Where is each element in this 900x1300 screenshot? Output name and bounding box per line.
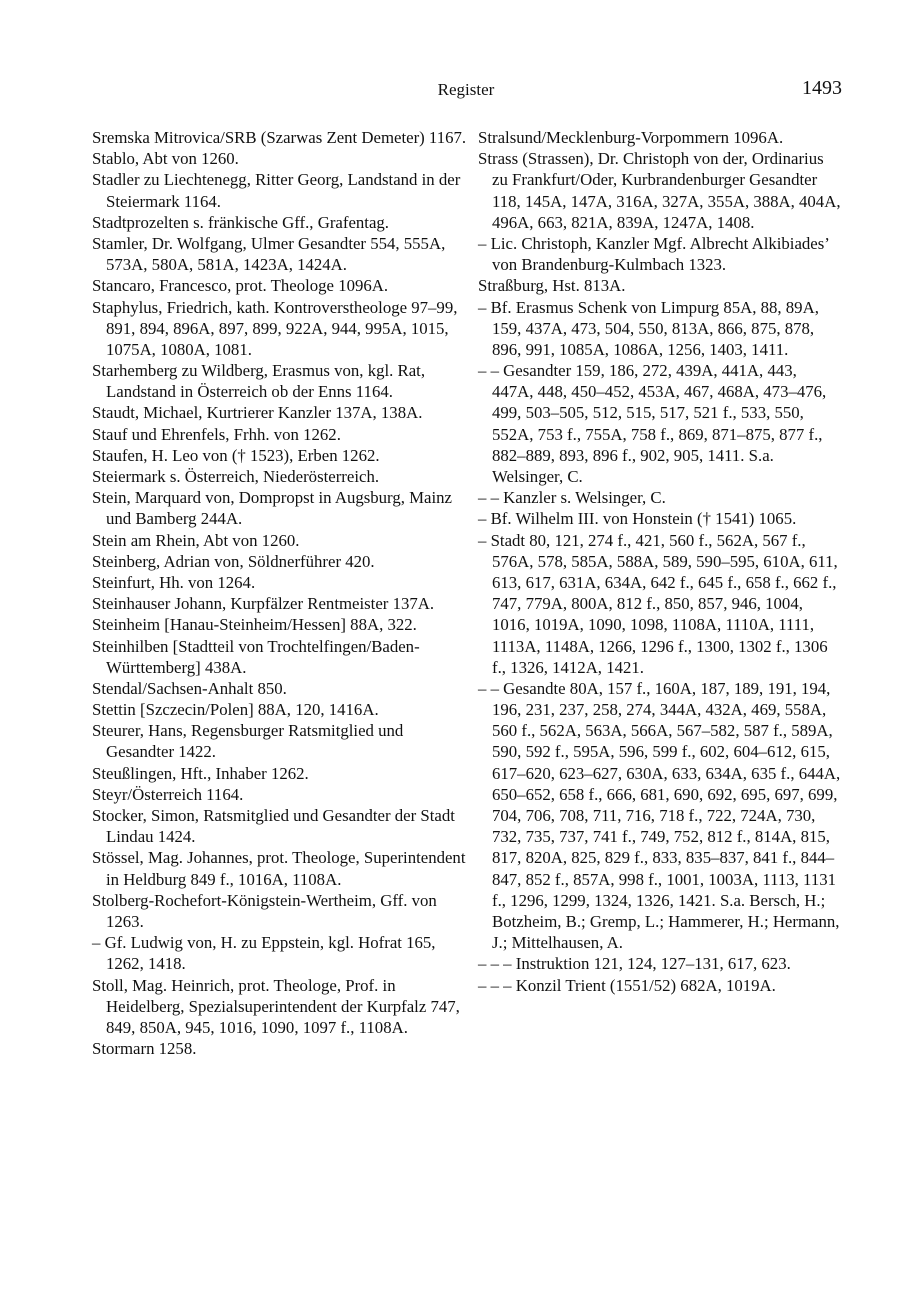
index-entry: – – – Konzil Trient (1551/52) 682A, 1019A. [478, 975, 776, 995]
index-entry: Stralsund/Mecklenburg-Vorpommern 1096A. [478, 128, 784, 147]
index-entry: Staphylus, Friedrich, kath. Kontroverstheologe 97–99, 891, 894, 896A, 897, 899, 922A, 944, 995A, 1015, 1075A, 1080A, 1081. [92, 297, 458, 359]
index-entry: Steurer, Hans, Regensburger Ratsmitglied und Gesandter 1422. [92, 721, 404, 762]
index-entry: Steinhilben [Stadtteil von Trochtelfingen/Baden-Württemberg] 438A. [92, 636, 420, 677]
index-entry: – – Kanzler s. Welsinger, C. [478, 488, 666, 508]
index-column-right [478, 127, 842, 996]
index-entry: Steinheim [Hanau-Steinheim/Hessen] 88A, 322. [92, 615, 417, 635]
index-entry: – – Gesandter 159, 186, 272, 439A, 441A, 443, 447A, 448, 450–452, 453A, 467, 468A, 473–476, 499, 503–505, 512, 515, 517, 521 f., 533, 550, 552A, 753 f., 755A, 758 f., 869, 871–875, 877 f., 882–889, 893, 896 f., 902, 905, 1411. S.a. Welsinger, C. [478, 361, 827, 486]
index-entry: Stamler, Dr. Wolfgang, Ulmer Gesandter 554, 555A, 573A, 580A, 581A, 1423A, 1424A. [92, 233, 446, 275]
index-entry: – Gf. Ludwig von, H. zu Eppstein, kgl. Hofrat 165, 1262, 1418. [92, 933, 436, 974]
index-column-left [92, 127, 467, 1059]
index-entry: Staufen, H. Leo von († 1523), Erben 1262. [92, 445, 380, 465]
running-head [90, 77, 842, 104]
index-entry: Stolberg-Rochefort-Königstein-Wertheim, Gff. von 1263. [92, 890, 437, 931]
index-entry: – Lic. Christoph, Kanzler Mgf. Albrecht Alkibiades’ von Brandenburg-Kulmbach 1323. [478, 233, 829, 275]
index-entry: Stocker, Simon, Ratsmitglied und Gesandter der Stadt Lindau 1424. [92, 806, 455, 847]
index-entry: Strass (Strassen), Dr. Christoph von der, Ordinarius zu Frankfurt/Oder, Kurbrandenburger Gesandter 118, 145A, 147A, 316A, 327A, 355A, 388A, 404A, 496A, 663, 821A, 839A, 1247A, 1408. [478, 149, 841, 232]
index-entry: Sremska Mitrovica/SRB (Szarwas Zent Demeter) 1167. [92, 128, 467, 147]
index-entry: Stössel, Mag. Johannes, prot. Theologe, Superintendent in Heldburg 849 f., 1016A, 1108A. [92, 848, 466, 889]
index-entry: Steyr/Österreich 1164. [92, 784, 244, 804]
page-number: 1493 [802, 77, 842, 99]
index-entry: Stendal/Sachsen-Anhalt 850. [92, 678, 287, 698]
index-entry: – Stadt 80, 121, 274 f., 421, 560 f., 562A, 567 f., 576A, 578, 585A, 588A, 589, 590–595, 610A, 611, 613, 617, 631A, 634A, 642 f., 645 f., 658 f., 662 f., 747, 779A, 800A, 812 f., 850, 857, 946, 1004, 1016, 1019A, 1090, 1098, 1108A, 1110A, 1111, 1113A, 1148A, 1266, 1296 f., 1300, 1302 f., 1306 f., 1326, 1412A, 1421. [478, 530, 838, 677]
index-entry: Stein am Rhein, Abt von 1260. [92, 530, 300, 550]
index-entry: – – Gesandte 80A, 157 f., 160A, 187, 189, 191, 194, 196, 231, 237, 258, 274, 344A, 432A, 469, 558A, 560 f., 562A, 563A, 566A, 567–582, 587 f., 589A, 590, 592 f., 595A, 596, 599 f., 602, 604–612, 615, 617–620, 623–627, 630A, 633, 634A, 635 f., 644A, 650–652, 658 f., 666, 681, 690, 692, 695, 697, 699, 704, 706, 708, 711, 716, 718 f., 722, 724A, 730, 732, 735, 737, 741 f., 749, 752, 812 f., 814A, 815, 817, 820A, 825, 829 f., 833, 835–837, 841 f., 844–847, 852 f., 857A, 998 f., 1001, 1003A, 1113, 1131 f., 1296, 1299, 1324, 1326, 1421. S.a. Bersch, H.; Botzheim, B.; Gremp, L.; Hammerer, H.; Hermann, J.; Mittelhausen, A. [478, 678, 841, 953]
index-entry: Stancaro, Francesco, prot. Theologe 1096A. [92, 276, 389, 296]
index-entry: Stettin [Szczecin/Polen] 88A, 120, 1416A. [92, 700, 379, 720]
index-entry: Straßburg, Hst. 813A. [478, 276, 626, 296]
index-entry: Stadtprozelten s. fränkische Gff., Grafentag. [92, 212, 389, 232]
index-entry: – Bf. Wilhelm III. von Honstein († 1541) 1065. [478, 509, 797, 529]
index-entry: – Bf. Erasmus Schenk von Limpurg 85A, 88, 89A, 159, 437A, 473, 504, 550, 813A, 866, 875, 878, 896, 991, 1085A, 1086A, 1256, 1403, 1411. [478, 297, 819, 359]
index-entry: Stein, Marquard von, Dompropst in Augsburg, Mainz und Bamberg 244A. [92, 488, 452, 529]
index-entry: Stablo, Abt von 1260. [92, 149, 239, 169]
index-entry: Stoll, Mag. Heinrich, prot. Theologe, Prof. in Heidelberg, Spezialsuperintendent der Kurpfalz 747, 849, 850A, 945, 1016, 1090, 1097 f., 1108A. [92, 975, 460, 1037]
index-entry: Steinfurt, Hh. von 1264. [92, 572, 256, 592]
index-entry: Steiermark s. Österreich, Niederösterreich. [92, 467, 380, 486]
index-entry: – – – Instruktion 121, 124, 127–131, 617, 623. [478, 954, 791, 974]
index-entry: Stadler zu Liechtenegg, Ritter Georg, Landstand in der Steiermark 1164. [92, 170, 461, 211]
index-entry: Steinberg, Adrian von, Söldnerführer 420. [92, 551, 375, 571]
index-entry: Staudt, Michael, Kurtrierer Kanzler 137A, 138A. [92, 403, 423, 423]
index-entry: Starhemberg zu Wildberg, Erasmus von, kgl. Rat, Landstand in Österreich ob der Enns 1164. [92, 361, 426, 402]
index-entry: Stauf und Ehrenfels, Frhh. von 1262. [92, 424, 341, 444]
index-entry: Steußlingen, Hft., Inhaber 1262. [92, 763, 309, 783]
index-entry: Stormarn 1258. [92, 1039, 197, 1059]
index-entry: Steinhauser Johann, Kurpfälzer Rentmeister 137A. [92, 594, 435, 614]
running-title: Register [437, 80, 495, 99]
